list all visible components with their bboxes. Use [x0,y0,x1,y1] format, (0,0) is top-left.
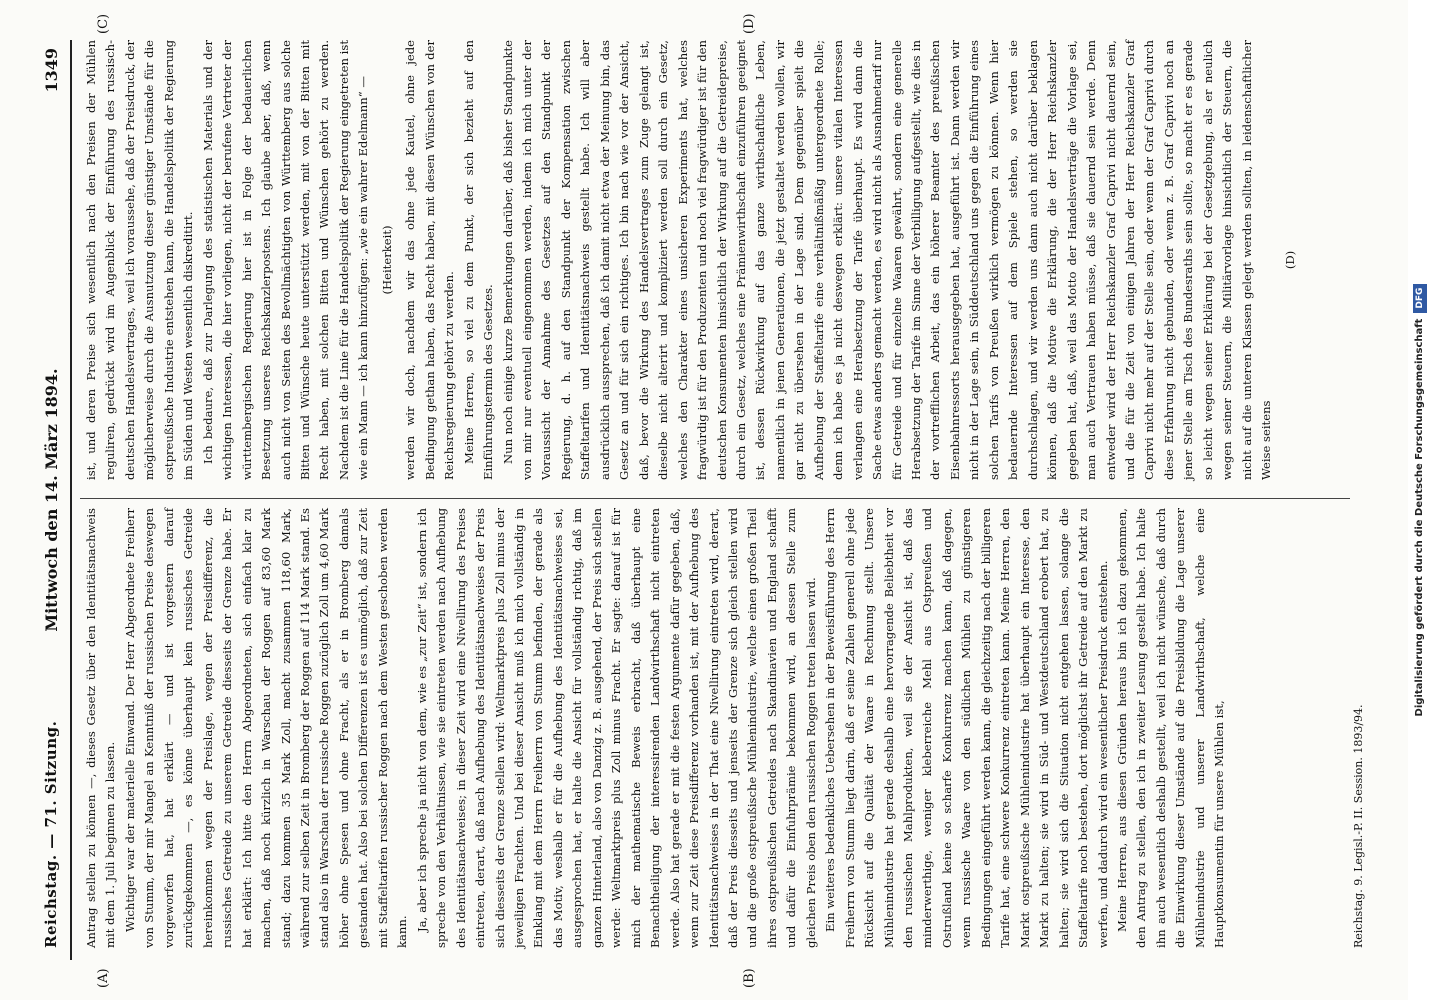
digitization-text: Digitalisierung gefördert durch die Deutsche Forschungsgemeinschaft [1414,318,1425,717]
margin-mark-a: (A) [96,968,111,988]
paragraph: Meine Herren, so viel zu dem Punkt, der sich bezieht auf den Einführungstermin des Gesetzes. [461,40,496,480]
page-number: 1349 [42,48,61,93]
dfg-logo: DFG [1413,284,1427,313]
continuation-mark: (D) [1282,250,1297,270]
header-rule [70,40,72,960]
paragraph: Ja, aber ich spreche ja nicht von dem, wie es „zur Zeit“ ist, sondern ich spreche von den Verhältnissen, wie sie eintreten werden nach Aufhebung des Identitätsnachweises; in dieser Zeit wird eine Nivellirung des Preises eintreten, derart, daß nach Aufhebung des Identitätsnachweises der Preis sich diesseits der Grenze stellen wird: Weltmarktpreis plus Zoll minus der jeweiligen Frachten. Und bei dieser Ansicht muß ich mich vollständig in Einklang mit dem Herrn Freiherrn von Stumm befinden, der gerade als das Motiv, weshalb er für die Aufhebung des Identitätsnachweises sei, ausgesprochen hat, er halte die Ansicht für vollständig richtig, daß im ganzen Hinterland, also von Danzig z. B. ausgehend, der Preis sich stellen werde: Weltmarktpreis plus Zoll minus Fracht. Er sagte: darauf ist für mich der mathematische Beweis erbracht, daß überhaupt eine Benachtheiligung der interessirenden Landwirthschaft nicht eintreten werde. Also hat gerade er mit die festen Argumente dafür gegeben, daß, wenn zur Zeit diese Preisdifferenz vorhanden ist, mit der Aufhebung des Identitätsnachweises in der That eine Nivellirung eintreten wird, derart, daß der Preis diesseits und jenseits der Grenze sich gleich stellen wird und die große ostpreußische Mühlenindustrie, welche einen großen Theil ihres ostpreußischen Getreides nach Skandinavien und England schafft und dafür die Einfuhrprämie bekommen wird, an dessen Stelle zum gleichen Preis oben den russischen Roggen treten lassen wird. [414,508,818,948]
page-header [42,40,66,960]
paragraph: Nun noch einige kurze Bemerkungen darüber, daß bisher Standpunkte von mir nur eventuell eingenommen werden, indem ich mich unter der Voraussicht der Annahme des Gesetzes auf den Standpunkt der Regierung, d. h. auf den Standpunkt der Kompensation zwischen Staffeltarifen und Identitätsnachweis gestellt habe. Ich will aber ausdrücklich aussprechen, daß ich damit nicht etwa der Meinung bin, das Gesetz an und für sich ein richtiges. Ich bin nach wie vor der Ansicht, daß, bevor die Wirkung des Handelsvertrages zum Zuge gelangt ist, dieselbe nicht alterirt und kompliziert werden soll durch ein Gesetz, welches den Charakter eines unsicheren Experiments hat, welches fragwürdig ist für den Produzenten und noch viel fragwürdiger ist für den deutschen Konsumenten hinsichtlich der Wirkung auf die Getreidepreise, durch ein Gesetz, welches eine Prämienwirthschaft einzuführen geeignet ist, dessen Rückwirkung auf das ganze wirthschaftliche Leben, namentlich in jenen Generationen, die jetzt gestaltet werden wollen, wir gar nicht zu übersehen in der Lage sind. Dem gegenüber spielt die Aufhebung der Staffeltarife eine verhältnißmäßig untergeordnete Rolle; denn ich habe es ja nicht deswegen erklärt: unsere vitalen Interessen verlangen eine Herabsetzung der Tarife überhaupt. Es wird dann die Sache etwas anders gemacht werden, es wird nicht als Ausnahmetarif nur für Getreide und für einzelne Waaren gewährt, sondern eine generelle Herabsetzung der Tarife im Sinne der Verbilligung aufgestellt, wie dies in der vortrefflichen Arbeit, das ein höherer Beamter des preußischen Eisenbahnressorts herausgegeben hat, ausgeführt ist. Dann werden wir nicht in der Lage sein, in Süddeutschland uns gegen die Einführung eines solchen Tarifs von Preußen wirklich vermögen zu können. Wenn hier bedauernde Interessen auf dem Spiele stehen, so werden sie durchschlagen, und wir werden uns dann auch nicht darüber beklagen können, daß die Motive die Erklärung, die der Herr Reichskanzler gegeben hat, daß, weil das Motto der Handelsverträge die Vorlage sei, man auch Vertrauen haben müsse, daß sie dauernd sein werde. Denn entweder wird der Herr Reichskanzler Graf Caprivi nicht dauernd sein, und die für die Zeit von einigen Jahren der Herr Reichskanzler Graf Caprivi nicht mehr auf der Stelle sein, oder wenn der Graf Caprivi durch diese Erfahrung nicht gebunden, oder wenn z. B. Graf Caprivi noch an jener Stelle am Tisch des Bundesraths sein sollte, so macht er es gerade so leicht wegen seiner Erklärung bei der Gesetzgebung, als er neulich wegen seiner Steuern, die Militärvorlage hinsichtlich der Steuern, die nicht auf die unteren Klassen gelegt werden sollten, in leidenschaftlicher Weise seitens [500,40,1274,480]
paragraph: Antrag stellen zu können —, dieses Gesetz über den Identitätsnachweis mit dem 1. Juli beginnen zu lassen. [84,508,118,948]
paragraph: ist, und deren Preise sich wesentlich nach den Preisen der Mühlen reguliren, gedrückt wird im Augenblick der Einführung des russisch-deutschen Handelsvertrages, weil ich voraussehe, daß der Preisdruck, der möglicherweise durch die Ausnutzung dieser günstiger Umstände für die ostpreußische Industrie entstehen kann, die Handelspolitik der Regierung im Süden und Westen wesentlich diskreditirt. [84,40,196,480]
text-column-left [82,508,1230,948]
header-date: Mittwoch den 14. März 1894. [42,368,61,632]
page-footer: Reichstag. 9. Legisl.-P. II. Session. 1893/94. [1352,704,1365,948]
stage-direction: (Heiterkeit) [379,225,394,295]
digitization-sidebar [1408,0,1432,1000]
paragraph: werden wir doch, nachdem wir das ohne jede Kautel, ohne jede Bedingung gethan haben, das Recht haben, mit diesen Wünschen von der Reichsregierung gehört zu werden. [403,40,457,480]
digitization-note [1410,0,1430,1000]
margin-mark-c: (C) [96,13,111,34]
header-session: Reichstag. — 71. Sitzung. [42,720,60,948]
paragraph: Ein weiteres bedenkliches Uebersehen in der Beweisführung des Herrn Freiherrn von Stumm liegt darin, daß er seine Zahlen generell ohne jede Rücksicht auf die Qualität der Waare in Rechnung stellt. Unsere Mühlenindustrie hat gerade deshalb eine hervorragende Beliebtheit vor den russischen Mahlprodukten, weil sie der Ansicht ist, daß das minderwerthige, weniger kleberreiche Mehl aus Ostpreußen und Ostrußland keine so scharfe Konkurrenz machen kann, daß dagegen, wenn russische Waare von den südlichen Mühlen zu günstigeren Bedingungen eingeführt werden kann, die gleichzeitig nach der billigeren Tarife hat, eine schwere Konkurrenz eintreten kann. Meine Herren, den Markt ostpreußische Mühlenindustrie hat überhaupt ein Interesse, den Markt zu halten; sie wird in Süd- und Westdeutschland erobert hat, zu halten; sie wird sich die Situation nicht entgehen lassen, solange die Staffeltarife noch bestehen, dort möglichst ihr Getreide auf den Markt zu werfen, und dadurch wird ein wesentlicher Preisdruck entstehen. [823,508,1110,948]
paragraph: Wichtiger war der materielle Einwand. Der Herr Abgeordnete Freiherr von Stumm, der mir Mangel an Kenntniß der russischen Preise deswegen vorgeworfen hat, hat erklärt — und ist vorgestern darauf zurückgekommen —, es könne überhaupt kein russisches Getreide hereinkommen wegen der Preislage, wegen der Preisdifferenz, die russisches Getreide zu unserem Getreide diesseits der Grenze habe. Er hat erklärt: Ich hitte den Herrn Abgeordneten, sich einfach klar zu machen, daß noch kürzlich in Warschau der Roggen auf 83,60 Mark stand; dazu kommen 35 Mark Zoll, macht zusammen 118,60 Mark, während zur selben Zeit in Bromberg der Roggen auf 114 Mark stand. Es stand also in Warschau der russische Roggen zuzüglich Zoll um 4,60 Mark höher ohne Spesen und ohne Fracht, als er in Bromberg damals gestanden hat. Also bei solchen Differenzen ist es unmöglich, daß zur Zeit mit Staffeltarifen russischer Roggen nach dem Westen geschoben werden kann. [122,508,410,948]
paragraph: Ich bedaure, daß zur Darlegung des statistischen Materials und der wichtigen Interessen, die hier vorliegen, nicht der berufene Vertreter der württembergischen Regierung hier ist in Folge der bedauerlichen Besetzung unseres Reichskanzlerpostens. Ich glaube aber, daß, wenn auch nicht von Seiten des Bevollmächtigten von Württemberg aus solche Bitten und Wünsche heute unterstützt werden, mit von der Bitten mit Recht haben, mit solchen Bitten und Wünschen gehört zu werden. Nachdem ist die Linie für die Handelspolitik der Regierung eingetreten ist wie ein Mann — ich kann hinzufügen: „wie ein wahrer Edelmann“ — [200,40,371,480]
text-column-right [82,40,1304,480]
paragraph: Meine Herren, aus diesen Gründen heraus bin ich dazu gekommen, den Antrag zu stellen, den ich in zweiter Lesung gestellt habe. Ich halte ihn auch wesentlich deshalb gestellt, weil ich nicht wünsche, daß durch die Einwirkung dieser Umstände auf die Preisbildung die Lage unserer Mühlenindustrie und unserer Landwirthschaft, welche eine Hauptkonsumentin für unsere Mühlen ist, [1115,508,1227,948]
margin-mark-b: (B) [742,968,757,988]
margin-mark-d: (D) [742,13,757,34]
column-separator [80,498,1350,499]
